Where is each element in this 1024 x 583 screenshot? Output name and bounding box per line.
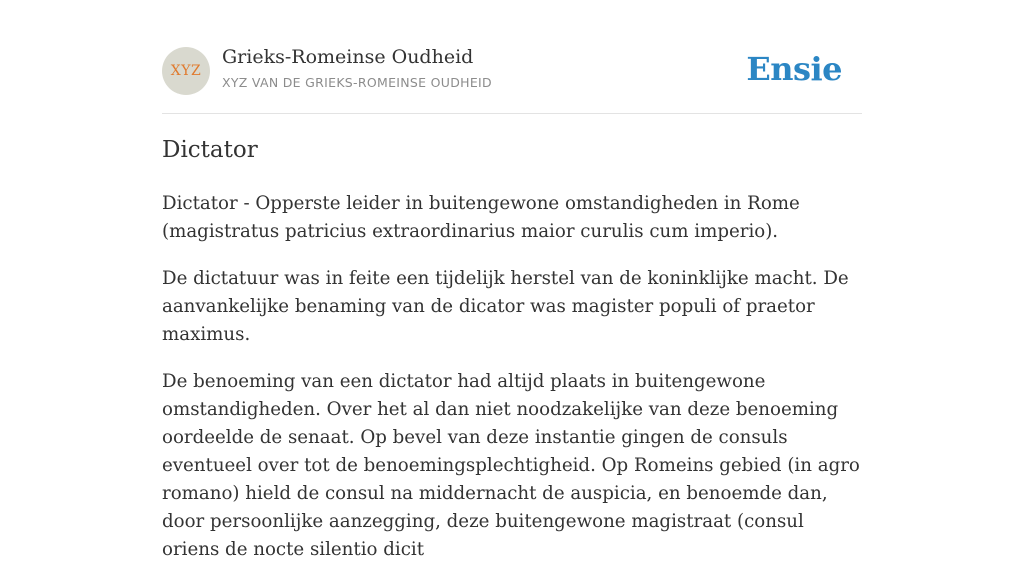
article-paragraph: Dictator - Opperste leider in buitengewone omstandigheden in Rome (magistratus patricius extraordinarius maior curulis cum imperio). — [162, 193, 800, 242]
article-paragraph: De benoeming van een dictator had altijd plaats in buitengewone omstandigheden. Over het al dan niet noodzakelijke van deze benoeming oordeelde de senaat. Op bevel van deze instantie gingen de consuls eventueel over tot de benoemingsplechtigheid. Op Romeins gebied (in agro romano) hield de consul na middernacht de auspicia, en benoemde dan, door persoonlijke aanzegging, deze buitengewone magistraat (consul oriens de nocte silentio dicit — [162, 371, 860, 560]
source-avatar[interactable]: XYZ — [162, 47, 210, 95]
source-header — [162, 46, 862, 96]
ensie-logo[interactable]: Ensie — [746, 50, 842, 88]
source-subtitle[interactable]: XYZ VAN DE GRIEKS-ROMEINSE OUDHEID — [222, 75, 492, 90]
source-title[interactable]: Grieks-Romeinse Oudheid — [222, 46, 474, 68]
article-paragraph: De dictatuur was in feite een tijdelijk herstel van de koninklijke macht. De aanvankelijke benaming van de dicator was magister populi of praetor maximus. — [162, 268, 849, 345]
article-title: Dictator — [162, 137, 258, 163]
header-divider — [162, 113, 862, 114]
article-body — [162, 190, 862, 583]
